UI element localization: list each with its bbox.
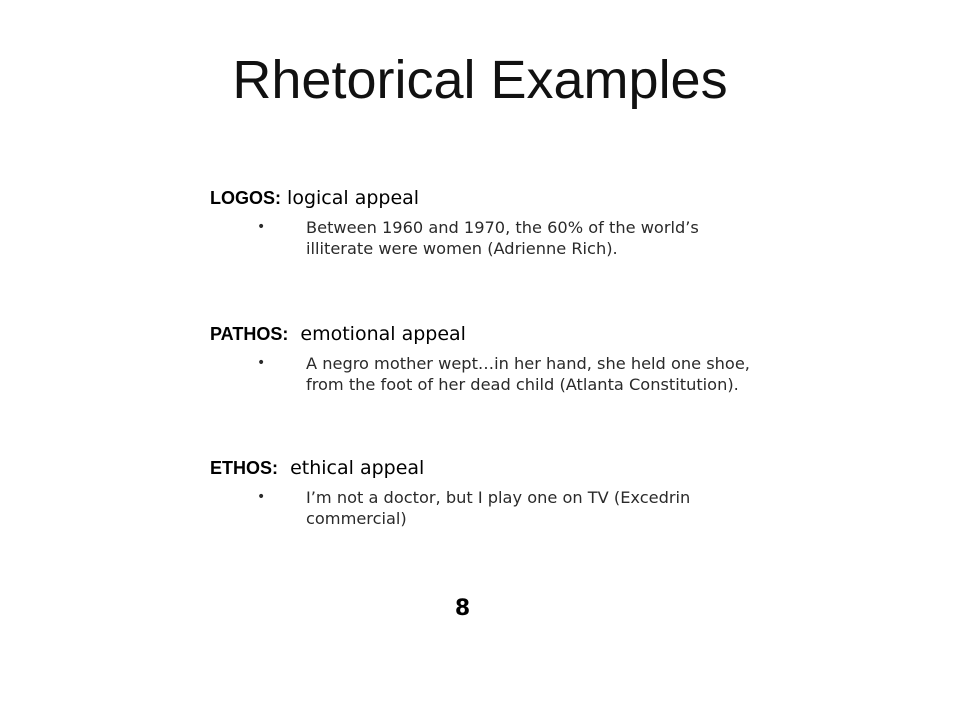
term-label: ETHOS: [210, 458, 279, 478]
page-number: 8 [454, 596, 471, 621]
bullet-item [210, 353, 750, 395]
bullet-icon: • [257, 355, 266, 371]
bullet-text: Between 1960 and 1970, the 60% of the world’s illiterate were women (Adrienne Rich). [306, 218, 699, 258]
section-logos [210, 186, 750, 259]
section-heading [210, 322, 750, 346]
term-label: LOGOS: [210, 188, 281, 208]
bullet-text: I’m not a doctor, but I play one on TV (Excedrin commercial) [306, 488, 691, 528]
bullet-item [210, 487, 750, 529]
bullet-icon: • [257, 489, 266, 505]
term-description: logical appeal [281, 187, 420, 209]
section-heading [210, 456, 750, 480]
bullet-text: A negro mother wept…in her hand, she held one shoe, from the foot of her dead child (Atlanta Constitution). [306, 354, 750, 394]
bullet-icon: • [257, 219, 266, 235]
section-heading [210, 186, 750, 210]
slide-title: Rhetorical Examples [232, 50, 728, 110]
term-description: emotional appeal [288, 323, 466, 345]
term-description: ethical appeal [278, 457, 425, 479]
term-label: PATHOS: [210, 324, 289, 344]
section-pathos [210, 322, 750, 395]
bullet-item [210, 217, 750, 259]
section-ethos [210, 456, 750, 529]
